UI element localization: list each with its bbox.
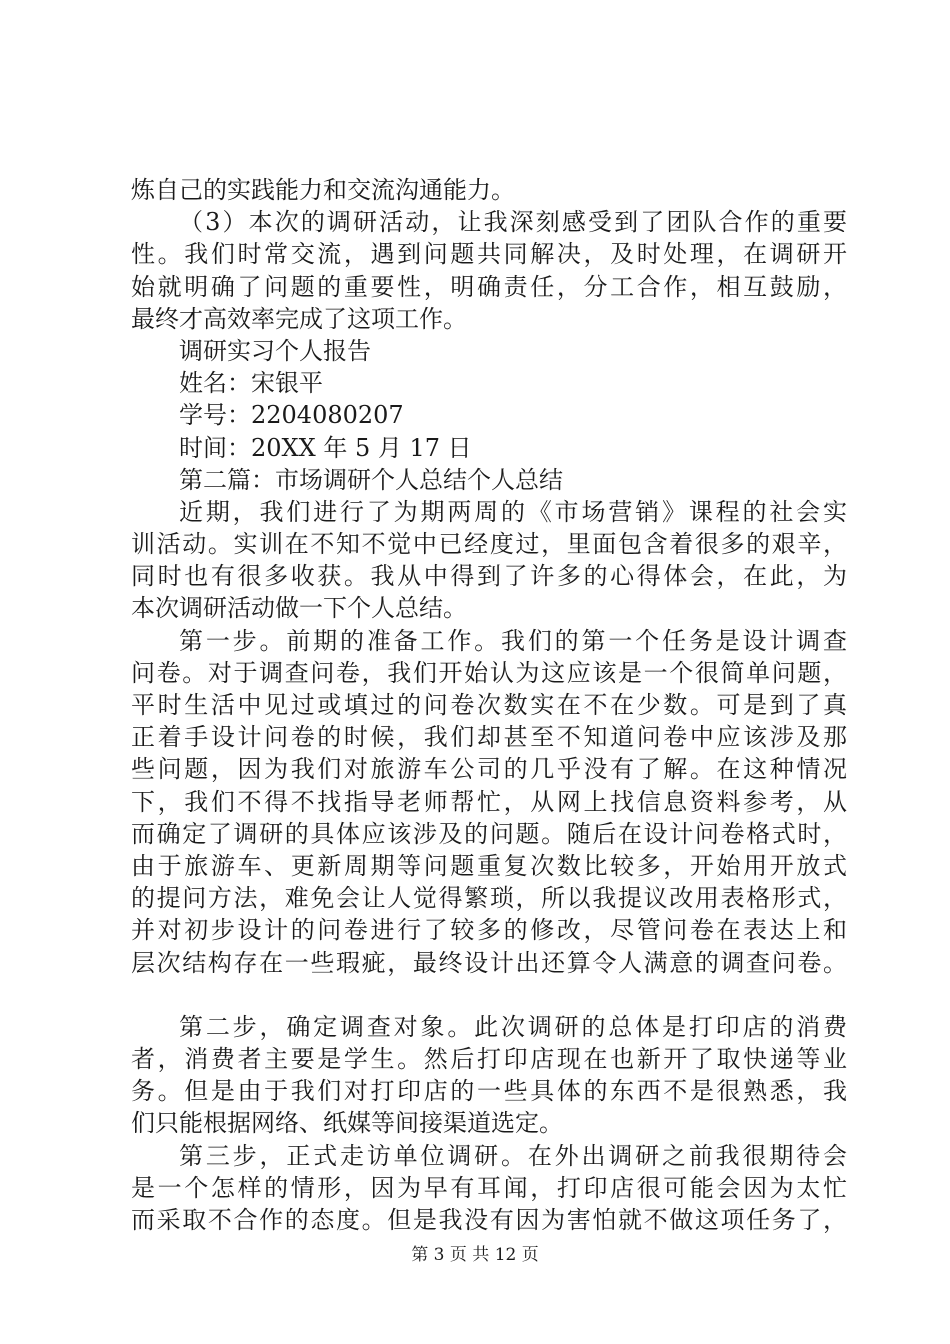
text-line: 姓名：宋银平 xyxy=(179,369,323,398)
blank-line xyxy=(131,979,847,1011)
text-line: 由于旅游车、更新周期等问题重复次数比较多，开始用开放式 xyxy=(131,851,847,880)
text-line: 第二篇：市场调研个人总结个人总结 xyxy=(179,465,563,494)
text-line: 者，消费者主要是学生。然后打印店现在也新开了取快递等业 xyxy=(131,1045,847,1074)
page-number-label: 第 3 页 共 12 页 xyxy=(411,1245,539,1265)
text-line: 第一步。前期的准备工作。我们的第一个任务是设计调查 xyxy=(179,626,847,655)
text-line: 第三步，正式走访单位调研。在外出调研之前我很期待会 xyxy=(179,1141,847,1170)
text-line: （3）本次的调研活动，让我深刻感受到了团队合作的重要 xyxy=(179,208,847,237)
text-line: 时间：20XX 年 5 月 17 日 xyxy=(179,433,472,462)
text-line: 性。我们时常交流，遇到问题共同解决，及时处理，在调研开 xyxy=(131,240,847,269)
text-line: 是一个怎样的情形，因为早有耳闻，打印店很可能会因为太忙 xyxy=(131,1173,847,1202)
text-line: 平时生活中见过或填过的问卷次数实在不在少数。可是到了真 xyxy=(131,691,847,719)
text-line: 最终才高效率完成了这项工作。 xyxy=(131,304,467,333)
page-footer xyxy=(0,1244,950,1266)
text-line: 层次结构存在一些瑕疵，最终设计出还算令人满意的调查问卷。 xyxy=(131,948,847,977)
text-line: 学号：2204080207 xyxy=(179,401,404,430)
text-line: 问卷。对于调查问卷，我们开始认为这应该是一个很简单问题， xyxy=(131,658,847,687)
document-body xyxy=(131,174,847,1236)
text-line: 并对初步设计的问卷进行了较多的修改，尽管问卷在表达上和 xyxy=(131,916,847,945)
text-line: 正着手设计问卷的时候，我们却甚至不知道问卷中应该涉及那 xyxy=(131,723,847,752)
text-line: 而采取不合作的态度。但是我没有因为害怕就不做这项任务了， xyxy=(131,1206,847,1234)
text-line: 始就明确了问题的重要性，明确责任，分工合作，相互鼓励， xyxy=(131,272,847,301)
text-line: 下，我们不得不找指导老师帮忙，从网上找信息资料参考，从 xyxy=(131,787,847,816)
text-line: 的提问方法，难免会让人觉得繁琐，所以我提议改用表格形式， xyxy=(131,884,847,913)
text-line: 近期，我们进行了为期两周的《市场营销》课程的社会实 xyxy=(179,497,847,526)
text-line: 本次调研活动做一下个人总结。 xyxy=(131,594,467,623)
text-line: 第二步，确定调查对象。此次调研的总体是打印店的消费 xyxy=(179,1012,847,1041)
text-line: 调研实习个人报告 xyxy=(179,336,371,365)
text-line: 同时也有很多收获。我从中得到了许多的心得体会，在此，为 xyxy=(131,562,847,591)
text-line: 而确定了调研的具体应该涉及的问题。随后在设计问卷格式时， xyxy=(131,819,847,848)
text-line: 炼自己的实践能力和交流沟通能力。 xyxy=(131,176,515,204)
text-line: 们只能根据网络、纸媒等间接渠道选定。 xyxy=(131,1109,563,1138)
text-line: 些问题，因为我们对旅游车公司的几乎没有了解。在这种情况 xyxy=(131,755,847,784)
text-line: 训活动。实训在不知不觉中已经度过，里面包含着很多的艰辛， xyxy=(131,530,847,559)
text-line: 务。但是由于我们对打印店的一些具体的东西不是很熟悉，我 xyxy=(131,1077,847,1106)
